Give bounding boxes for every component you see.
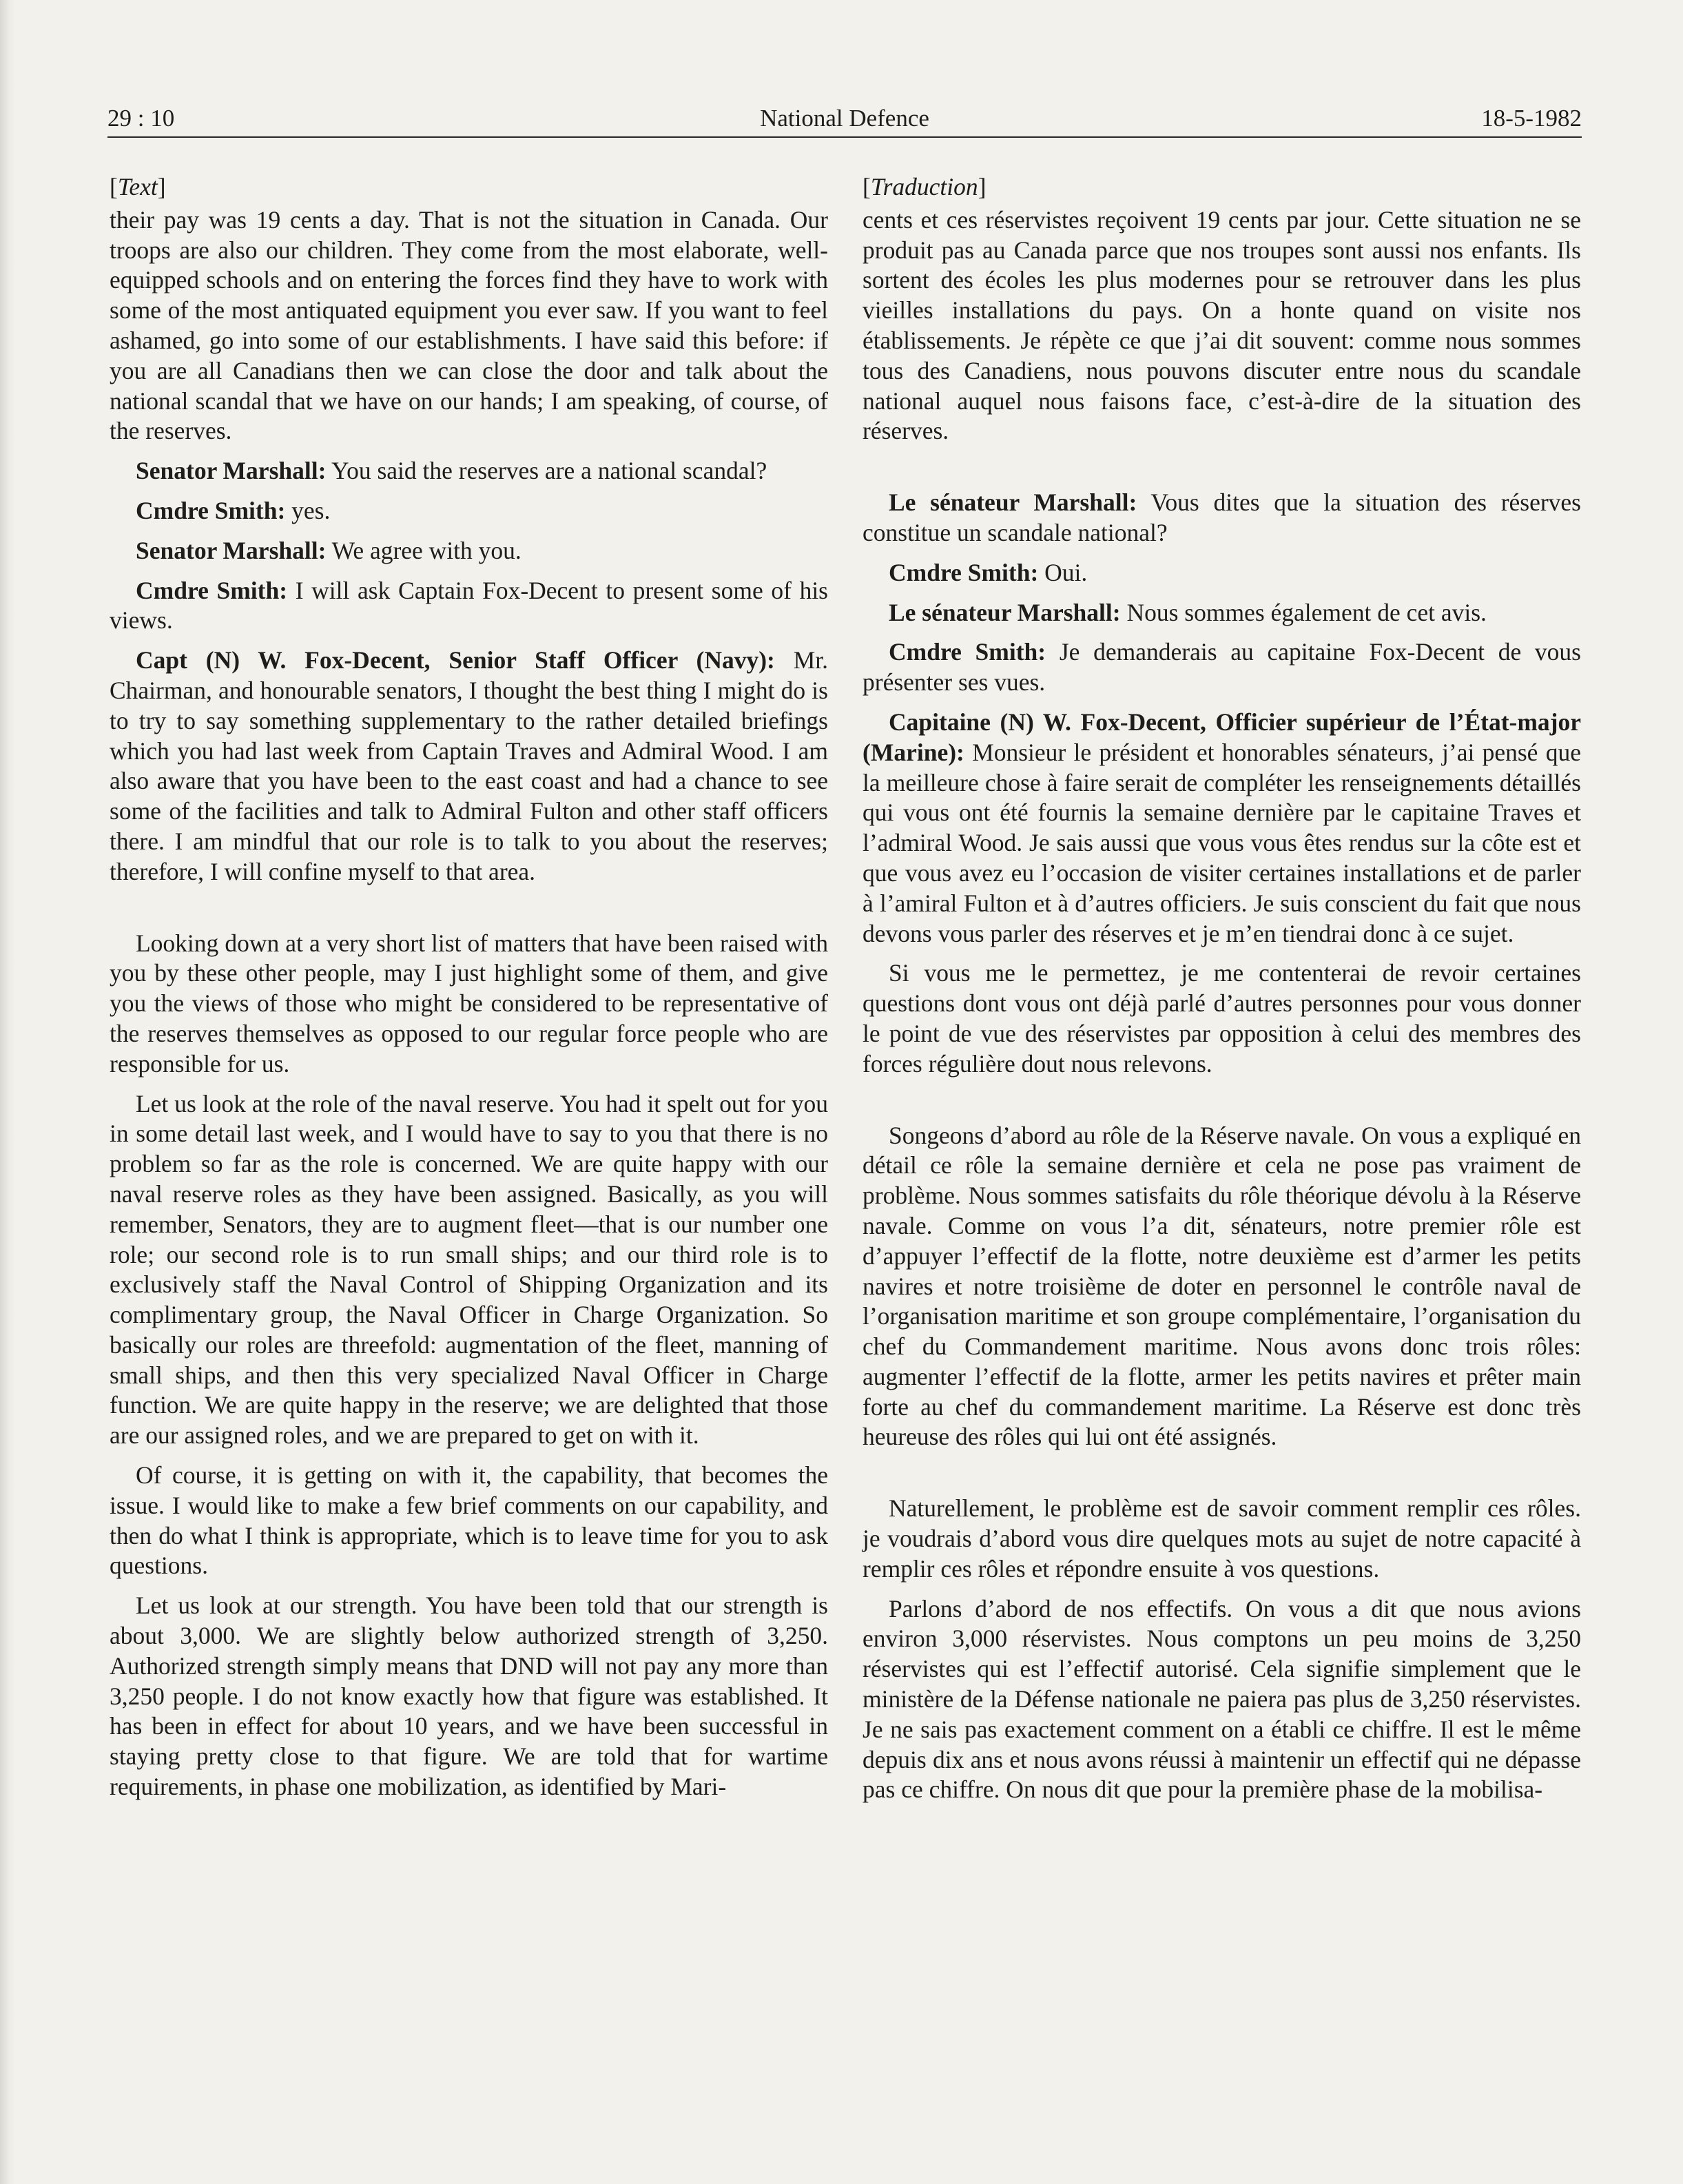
paragraph: Cmdre Smith: Je demanderais au capitaine Fox-Decent de vous présenter ses vues. bbox=[863, 638, 1581, 697]
paragraph: Cmdre Smith: I will ask Captain Fox-Decent to present some of his views. bbox=[110, 576, 828, 635]
paragraph: Let us look at the role of the naval reserve. You had it spelt out for you in some detail last week, and I would have to say to you that there is no problem so far as the role is concerned. We are quite happy with our naval reserve roles as they have been assigned. Basically, as you will remember, Senators, they are to augment fleet—that is our number one role; our second role is to run small ships; and our third role is to exclusively staff the Naval Control of Shipping Organization and its complimentary group, the Naval Officer in Charge Organization. So basically our roles are threefold: augmentation of the fleet, manning of small ships, and then this very specialized Naval Officer in Charge function. We are quite happy in the reserve; we are delighted that those are our assigned roles, and we are prepared to get on with it. bbox=[110, 1089, 828, 1450]
paragraph: Senator Marshall: We agree with you. bbox=[136, 536, 522, 564]
paragraph: Parlons d’abord de nos effectifs. On vous a dit que nous avions environ 3,000 réservistes. Nous comptons un peu moins de 3,250 réservistes qui est l’effectif autorisé. Cela signifie simplement que le ministère de la Défense nationale ne paiera pas plus de 3,250 réservistes. Je ne sais pas exactement comment on a établi ce chiffre. Il est le même depuis dix ans et nous avons réussi à maintenir un effectif qui ne dépasse pas ce chiffre. On nous dit que pour la première phase de la mobilisa- bbox=[863, 1594, 1581, 1804]
speaker: Senator Marshall: bbox=[136, 457, 327, 485]
speaker: Cmdre Smith: bbox=[889, 638, 1046, 666]
paragraph: cents et ces réservistes reçoivent 19 cents par jour. Cette situation ne se produit pas au Canada parce que nos troupes sont aussi nos enfants. Ils sortent des écoles les plus modernes pour se retrouver dans les plus vieilles installations du pays. On a honte quand on visite nos établissements. Je répète ce que j’ai dit souvent: comme nous sommes tous des Canadiens, nous pouvons discuter entre nous du scandale national auquel nous faisons face, c’est-à-dire de la situation des réserves. bbox=[863, 205, 1581, 445]
speaker: Le sénateur Marshall: bbox=[889, 598, 1121, 626]
page-date: 18-5-1982 bbox=[1481, 105, 1582, 132]
paragraph: Let us look at our strength. You have been told that our strength is about 3,000. We are slightly below authorized strength of 3,250. Authorized strength simply means that DND will not pay any more than 3,250 people. I do not know exactly how that figure was established. It has been in effect for about 10 years, and we have been successful in staying pretty close to that figure. We are told that for wartime requirements, in phase one mobilization, as identified by Mari- bbox=[110, 1591, 828, 1801]
speaker: Capt (N) W. Fox-Decent, Senior Staff Officer (Navy): bbox=[136, 646, 775, 674]
column-tag: [Text] bbox=[110, 173, 166, 200]
speaker: Capitaine (N) W. Fox-Decent, Officier supérieur de l’État-major (Marine): bbox=[863, 708, 1581, 766]
page-header bbox=[107, 102, 1582, 138]
paragraph: Naturellement, le problème est de savoir comment remplir ces rôles. je voudrais d’abord vous dire quelques mots au sujet de notre capacité à remplir ces rôles et répondre ensuite à vos questions. bbox=[863, 1494, 1581, 1583]
english-column bbox=[110, 172, 828, 1802]
paragraph: Le sénateur Marshall: Nous sommes également de cet avis. bbox=[889, 598, 1487, 626]
speaker: Cmdre Smith: bbox=[889, 558, 1039, 586]
paragraph: Songeons d’abord au rôle de la Réserve navale. On vous a expliqué en détail ce rôle la semaine dernière et cela ne pose pas vraiment de problème. Nous sommes satisfaits du rôle théorique dévolu à la Réserve navale. Comme on vous l’a dit, sénateurs, notre premier rôle est d’appuyer l’effectif de la flotte, notre deuxième est d’armer les petits navires et notre troisième de doter en personnel le contrôle naval de l’organisation maritime et son groupe complémentaire, l’organisation du chef du Commandement maritime. Nous avons donc trois rôles: augmenter l’effectif de la flotte, armer les petits navires et prêter main forte au chef du commandement maritime. La Réserve est donc très heureuse des rôles qui lui ont été assignés. bbox=[863, 1121, 1581, 1451]
speaker: Cmdre Smith: bbox=[136, 576, 288, 604]
column-tag: [Traduction] bbox=[863, 173, 987, 200]
paragraph: Senator Marshall: You said the reserves are a national scandal? bbox=[136, 457, 767, 485]
speaker: Senator Marshall: bbox=[136, 536, 327, 564]
paragraph: Le sénateur Marshall: Vous dites que la situation des réserves constitue un scandale national? bbox=[863, 488, 1581, 546]
paragraph: Capitaine (N) W. Fox-Decent, Officier supérieur de l’État-major (Marine): Monsieur le président et honorables sénateurs, j’ai pensé que la meilleure chose à faire serait de compléter les renseignements détaillés qui vous ont été fournis la semaine dernière par le capitaine Traves et l’admiral Wood. Je sais aussi que vous vous êtes rendus sur la côte est et que vous avez eu l’occasion de visiter certaines installations et de parler à l’amiral Fulton et à d’autres officiers. Je suis conscient du fait que nous devons vous parler des réserves et je m’en tiendrai donc à ce sujet. bbox=[863, 708, 1581, 947]
page-edge bbox=[0, 0, 15, 2184]
paragraph: their pay was 19 cents a day. That is not the situation in Canada. Our troops are also our children. They come from the most elaborate, well-equipped schools and on entering the forces find they have to work with some of the most antiquated equipment you ever saw. If you want to feel ashamed, go into some of our establishments. I have said this before: if you are all Canadians then we can close the door and talk about the national scandal that we have on our hands; I am speaking, of course, of the reserves. bbox=[110, 205, 828, 445]
paragraph: Cmdre Smith: yes. bbox=[136, 496, 331, 524]
speaker: Cmdre Smith: bbox=[136, 496, 286, 524]
header-rule bbox=[107, 136, 1582, 138]
speaker: Le sénateur Marshall: bbox=[889, 488, 1137, 517]
paragraph: Si vous me le permettez, je me contenterai de revoir certaines questions dont vous ont déjà parlé d’autres personnes pour vous donner le point de vue des réservistes par opposition à celui des membres des forces régulière dout nous relevons. bbox=[863, 959, 1581, 1078]
french-column bbox=[863, 172, 1581, 1805]
page-number: 29 : 10 bbox=[107, 105, 175, 132]
paragraph: Looking down at a very short list of matters that have been raised with you by these other people, may I just highlight some of them, and give you the views of those who might be considered to be representative of the reserves themselves as opposed to our regular force people who are responsible for us. bbox=[110, 929, 828, 1078]
running-title: National Defence bbox=[760, 105, 929, 132]
paragraph: Capt (N) W. Fox-Decent, Senior Staff Officer (Navy): Mr. Chairman, and honourable senators, I thought the best thing I might do is to try to say something supplementary to the rather detailed briefings which you had last week from Captain Traves and Admiral Wood. I am also aware that you have been to the east coast and had a chance to see some of the facilities and talk to Admiral Fulton and other staff officers there. I am mindful that our role is to talk to you about the reserves; therefore, I will confine myself to that area. bbox=[110, 646, 829, 885]
paragraph: Of course, it is getting on with it, the capability, that becomes the issue. I would like to make a few brief comments on our capability, and then do what I think is appropriate, which is to leave time for you to ask questions. bbox=[110, 1461, 828, 1580]
paragraph: Cmdre Smith: Oui. bbox=[889, 558, 1088, 586]
